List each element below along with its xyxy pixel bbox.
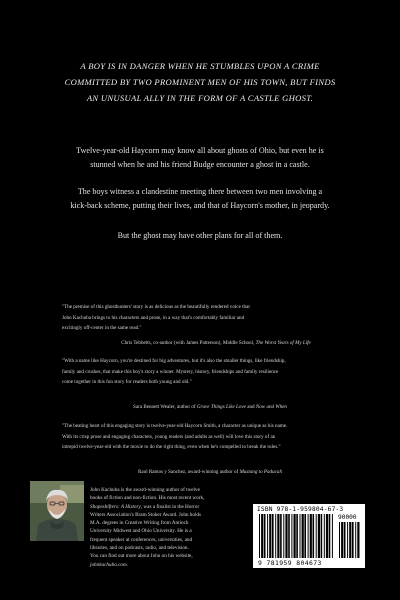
author-photo [30,481,84,541]
blurb-line: Twelve-year-old Haycorn may know all about ghosts of Ohio, but even he is [76,146,324,155]
quote-line: "The premise of this ghosthunters' story is as delicious as the beautifully rendered voice that [62,304,250,310]
blurb-line: The boys witness a clandestine meeting there between two men involving a [77,187,323,196]
quote-line: family and crushes, that make this boy's story a winner. Mystery, history, friendships and family resilience [62,368,279,375]
bio-line: John Kachuba is the award-winning author of twelve [90,487,200,493]
review-attribution-1: Chris Tebbetts, co-author (with James Patterson), Middle School, The Worst Years of My Life [121,340,311,346]
blurb-line: stunned when he and his friend Budge encounter a ghost in a castle. [90,159,310,169]
blurb-paragraph-1 [50,144,350,171]
quote-line: John Kachuba brings to his characters and prose, in a way that's comfortably familiar and [62,314,245,321]
blurb-line: But the ghost may have other plans for all of them. [117,231,283,240]
bio-line: You can find out more about John on his website, [90,553,193,560]
quote-line: With its crisp prose and engaging characters, young readers (and adults as well) will love this story of an [62,433,276,440]
review-attribution-2: Sara Bennett Wealer, author of Grave Things Like Love and Now and When [133,404,287,410]
quote-line: come together in this fun story for readers both young and old." [62,379,192,386]
tagline-line: AN UNUSUAL ALLY IN THE FORM OF A CASTLE GHOST. [86,93,314,103]
review-quote-2 [62,356,354,388]
bio-line: M.A. degrees in Creative Writing from Antioch [90,520,189,527]
quote-line: excitingly off-center in the same read." [62,325,142,332]
quote-line: "The beating heart of this engaging story is twelve-year-old Haycorn Smith, a character as unique as his name. [62,423,288,429]
quote-line: "With a name like Haycorn, you're destined for big adventures, but it's also the smaller things, like friendship, [62,358,286,364]
bio-website: johnkachuba.com. [90,561,129,568]
bio-line: books of fiction and non-fiction. His most recent work, [90,495,205,502]
blurb-paragraph-2 [50,185,350,212]
quote-line: intrepid twelve-year-old with the moxie to do the right thing, even when he's compelled to break the rules." [62,444,281,451]
tagline-line: COMMITTED BY TWO PROMINENT MEN OF HIS TOWN, BUT FINDS [64,77,336,87]
blurb-paragraph-3 [50,229,350,243]
barcode-addon-bars [339,522,361,558]
review-attribution-3: Raul Ramos y Sanchez, award-winning author of Mustang to Paducah [137,469,283,475]
tagline [60,58,340,106]
price-addon-code: 90000 [338,514,357,521]
barcode-digits: 9 781959 804673 [258,559,322,567]
barcode-bars [259,514,335,558]
author-portrait-image [30,481,84,541]
review-quote-1 [62,302,354,334]
isbn-barcode [253,504,365,568]
tagline-line: A BOY IS IN DANGER WHEN HE STUMBLES UPON A CRIME [80,61,320,71]
bio-line: University Midwest and Ohio University. He is a [90,528,192,535]
bio-line: libraries, and on podcasts, radio, and television. [90,545,189,552]
blurb-line: kick-back scheme, putting their lives, and that of Haycorn's mother, in jeopardy. [70,200,330,210]
bio-line: frequent speaker at conferences, universities, and [90,536,193,543]
author-bio [90,486,240,569]
review-quote-3 [62,421,354,453]
bio-line: Writers Association's Bram Stoker Award. John holds [90,511,202,518]
isbn-label: ISBN 978-1-959804-67-3 [257,506,344,513]
bio-line: Shapeshifters: A History, was a finalist in the Horror [90,503,200,510]
